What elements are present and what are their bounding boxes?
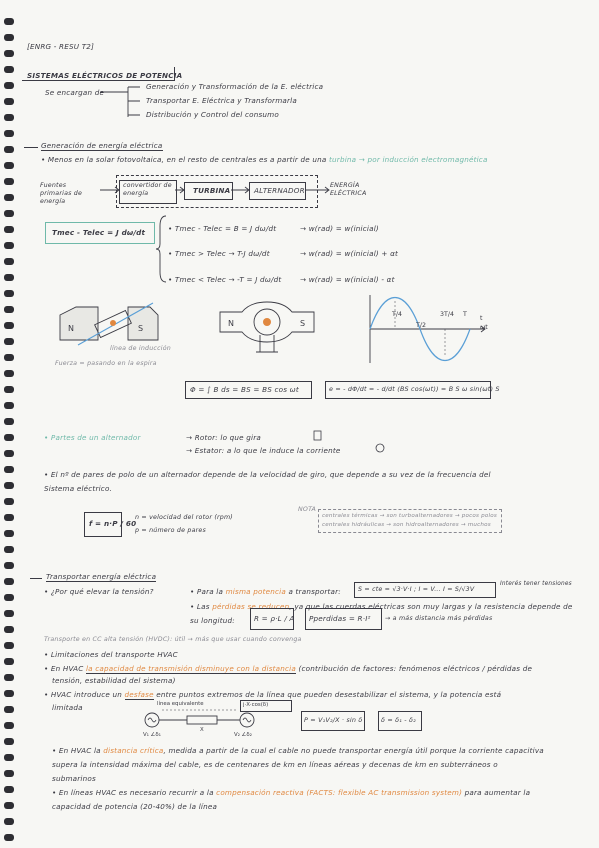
- section2-title: Generación de energía eléctrica: [41, 141, 163, 150]
- svg-text:N: N: [68, 324, 74, 333]
- section1-item-1: Generación y Transformación de la E. eléctrica: [146, 82, 324, 91]
- spiral-ring: [4, 386, 14, 393]
- section1-title-frame: [22, 67, 175, 81]
- hvdc-note: Transporte en CC alta tensión (HVDC): útil → más que usar cuando convenga: [44, 636, 302, 643]
- facts-suffix: para aumentar la: [464, 788, 531, 797]
- spiral-ring: [4, 706, 14, 713]
- spiral-ring: [4, 786, 14, 793]
- length-label: su longitud:: [190, 616, 235, 625]
- losses-highlight: pérdidas se reducen: [212, 602, 290, 611]
- circuit-label-v2: V₂ ∠δ₂: [234, 732, 252, 738]
- loss-power-note: → a más distancia más pérdidas: [385, 615, 493, 622]
- hvac-phase-limited: limitada: [52, 703, 83, 712]
- spiral-ring: [4, 674, 14, 681]
- spiral-ring: [4, 514, 14, 521]
- spiral-ring: [4, 130, 14, 137]
- spiral-ring: [4, 34, 14, 41]
- power-eq: S = cte = √3·V·I ; I = V... I = S/√3V: [358, 586, 475, 593]
- spiral-ring: [4, 530, 14, 537]
- spiral-ring: [4, 146, 14, 153]
- emf-sine-wave: [360, 293, 495, 368]
- circuit-label-x: X: [200, 727, 204, 733]
- spiral-ring: [4, 18, 14, 25]
- freq-eq: f = n·P / 60: [89, 519, 137, 528]
- freq-def-n: n = velocidad del rotor (rpm): [135, 514, 233, 521]
- parts-title: • Partes de un alternador: [44, 433, 141, 442]
- spiral-ring: [4, 162, 14, 169]
- spiral-ring: [4, 578, 14, 585]
- spiral-ring: [4, 546, 14, 553]
- wave-label-3t4: 3T/4: [440, 311, 454, 318]
- delta-eq: δ = δ₁ - δ₂: [381, 716, 416, 724]
- critical-distance-line-3: submarinos: [52, 774, 96, 783]
- same-power-highlight: misma potencia: [225, 587, 286, 596]
- spiral-ring: [4, 194, 14, 201]
- facts-line-2: capacidad de potencia (20-40%) de la línea: [52, 802, 218, 811]
- wave-label-time: t: [480, 315, 483, 322]
- spiral-ring: [4, 754, 14, 761]
- spiral-ring: [4, 450, 14, 457]
- losses-suffix: , ya que las cuerdas eléctricas son muy largas y la resistencia depende de: [289, 602, 573, 611]
- case-3-cond: • Tmec < Telec → -T = J dω/dt: [168, 275, 282, 284]
- flow-output: ENERGÍA ELÉCTRICA: [330, 182, 367, 197]
- section2-intro-turbina: turbina: [329, 155, 357, 164]
- flow-converter: convertidor de energía: [123, 182, 172, 197]
- spiral-ring: [4, 354, 14, 361]
- flux-eq: Φ = ∫ B ds = BS = BS cos ωt: [190, 385, 299, 394]
- spiral-ring: [4, 434, 14, 441]
- hvac-phase-prefix: • HVAC introduce un: [44, 690, 122, 699]
- svg-text:S: S: [138, 324, 144, 333]
- critical-distance-suffix: , medida a partir de la cual el cable no puede transportar energía útil porque la corriente capacitiva: [163, 746, 544, 755]
- losses-prefix: • Las: [190, 602, 210, 611]
- spiral-ring: [4, 722, 14, 729]
- spiral-ring: [4, 658, 14, 665]
- critical-distance-highlight: distancia crítica: [103, 746, 164, 755]
- facts-prefix: • En líneas HVAC es necesario recurrir a la: [52, 788, 214, 797]
- hvac-capacity-highlight: la capacidad de transmisión disminuye con la distancia: [85, 664, 296, 673]
- svg-text:S: S: [300, 319, 306, 328]
- spiral-ring: [4, 690, 14, 697]
- power-note: Interés tener tensiones: [500, 581, 572, 587]
- spiral-ring: [4, 594, 14, 601]
- spiral-ring: [4, 562, 14, 569]
- section2-intro-induction: → por inducción electromagnética: [358, 155, 488, 164]
- loss-power-eq: Pperdidas = R·I²: [309, 614, 371, 623]
- flow-primary-sources: Fuentes primarias de energía: [40, 182, 83, 205]
- section3-title: Transportar energía eléctrica: [46, 572, 157, 581]
- part-stator: → Estator: a lo que le induce la corriente: [186, 446, 341, 455]
- section2-dash: [24, 147, 38, 148]
- spiral-ring: [4, 770, 14, 777]
- spiral-ring: [4, 274, 14, 281]
- same-power-line: [190, 587, 341, 596]
- case-1-result: → w(rad) = w(inicial): [300, 224, 379, 233]
- same-power-prefix: • Para la: [190, 587, 224, 596]
- nota-title: NOTA: [298, 506, 317, 513]
- nota-line-1: centrales térmicas → son turboalternadores → pocos polos: [322, 513, 497, 519]
- facts-line: [52, 788, 530, 797]
- case-3-result: → w(rad) = w(inicial) - αt: [300, 275, 395, 284]
- rotor-symbol-icon: [313, 430, 323, 442]
- section3-dash: [30, 578, 42, 579]
- section2-intro-text: • Menos en la solar fotovoltaica, en el resto de centrales es a partir de una: [41, 155, 327, 164]
- spiral-ring: [4, 82, 14, 89]
- spiral-ring: [4, 178, 14, 185]
- wave-label-wt: ωt: [480, 324, 488, 331]
- critical-distance-line-2: supera la intensidad máxima del cable, es de centenares de km en líneas aéreas y decenas de km en subterráneos o: [52, 760, 498, 769]
- alternator-sketch-front: [220, 297, 315, 362]
- line-power-eq: P = V₁V₂/X · sin δ: [304, 716, 363, 724]
- flow-turbina: TURBINA: [193, 186, 231, 195]
- facts-highlight: compensación reactiva: [216, 788, 304, 797]
- spiral-ring: [4, 610, 14, 617]
- critical-distance-prefix: • En HVAC la: [52, 746, 101, 755]
- spiral-ring: [4, 466, 14, 473]
- spiral-ring: [4, 642, 14, 649]
- spiral-ring: [4, 498, 14, 505]
- spiral-ring: [4, 66, 14, 73]
- spiral-ring: [4, 370, 14, 377]
- spiral-ring: [4, 114, 14, 121]
- wave-label-t4: T/4: [392, 311, 402, 318]
- spiral-ring: [4, 802, 14, 809]
- flow-alternador: ALTERNADOR: [254, 186, 305, 195]
- wave-label-t2: T/2: [416, 322, 426, 329]
- hvac-capacity-prefix: • En HVAC: [44, 664, 84, 673]
- svg-text:N: N: [228, 319, 234, 328]
- circuit-label-impedance: j·X·cos(δ): [243, 702, 269, 708]
- spiral-ring: [4, 50, 14, 57]
- spiral-ring: [4, 482, 14, 489]
- poles-text-a: • El nº de pares de polo de un alternador depende de la velocidad de giro, que depende a su vez de la frecuencia del: [44, 470, 491, 479]
- header-tag: [ENRG - RESU T2]: [27, 42, 95, 51]
- same-power-suffix: a transportar:: [288, 587, 341, 596]
- spiral-ring: [4, 98, 14, 105]
- spiral-ring: [4, 242, 14, 249]
- section1-item-3: Distribución y Control del consumo: [146, 110, 279, 119]
- hvac-phase-highlight: desfase: [124, 690, 154, 699]
- part-rotor: → Rotor: lo que gira: [186, 433, 261, 442]
- hvac-phase-line: [44, 690, 501, 699]
- hvac-phase-suffix: entre puntos extremos de la línea que pueden desestabilizar el sistema, y la potencia está: [156, 690, 502, 699]
- spiral-ring: [4, 818, 14, 825]
- spiral-binding: [0, 0, 18, 848]
- wave-label-t: T: [463, 311, 467, 318]
- hvac-limits-title: • Limitaciones del transporte HVAC: [44, 650, 178, 659]
- hvac-capacity-line: [44, 664, 532, 673]
- spiral-ring: [4, 338, 14, 345]
- case-2-result: → w(rad) = w(inicial) + αt: [300, 249, 399, 258]
- spiral-ring: [4, 226, 14, 233]
- freq-def-p: p = número de pares: [135, 527, 206, 534]
- spiral-ring: [4, 402, 14, 409]
- section1-lead: Se encargan de: [45, 88, 105, 97]
- circuit-label-v1: V₁ ∠δ₁: [143, 732, 161, 738]
- torque-eq: Tmec - Telec = J dω/dt: [52, 228, 146, 237]
- spiral-ring: [4, 738, 14, 745]
- section1-title: SISTEMAS ELÉCTRICOS DE POTENCIA: [27, 71, 183, 80]
- hvac-capacity-cont: tensión, estabilidad del sistema): [52, 676, 176, 685]
- case-2-cond: • Tmec > Telec → T-J dω/dt: [168, 249, 270, 258]
- section1-item-2: Transportar E. Eléctrica y Transformarla: [146, 96, 297, 105]
- spiral-ring: [4, 290, 14, 297]
- spiral-ring: [4, 306, 14, 313]
- spiral-ring: [4, 210, 14, 217]
- fig-label-induction: línea de inducción: [110, 345, 171, 352]
- resistance-eq: R = ρ·L / A: [254, 614, 295, 623]
- section2-intro: [41, 155, 488, 164]
- spiral-ring: [4, 258, 14, 265]
- flow-arrows: [100, 186, 400, 196]
- spiral-ring: [4, 834, 14, 841]
- critical-distance-line: [52, 746, 544, 755]
- why-voltage-question: • ¿Por qué elevar la tensión?: [44, 587, 154, 596]
- case-1-cond: • Tmec - Telec = B = J dω/dt: [168, 224, 277, 233]
- spiral-ring: [4, 418, 14, 425]
- emf-eq: e = - dΦ/dt = - d/dt (BS cos(ωt)) = B S ω sin(ωt) S: [329, 385, 500, 393]
- circuit-label-line: línea equivalente: [157, 701, 204, 707]
- fig-label-force: Fuerza = pasando en la espira: [55, 360, 157, 367]
- hvac-capacity-suffix: (contribución de factores: fenómenos eléctricos / pérdidas de: [298, 664, 533, 673]
- spiral-ring: [4, 626, 14, 633]
- spiral-ring: [4, 322, 14, 329]
- poles-text-b: Sistema eléctrico.: [44, 484, 113, 493]
- stator-symbol-icon: [375, 443, 385, 453]
- nota-line-2: centrales hidráulicas → son hidroalternadores → muchos: [322, 522, 491, 528]
- facts-acronym: (FACTS: flexible AC transmission system): [306, 788, 463, 797]
